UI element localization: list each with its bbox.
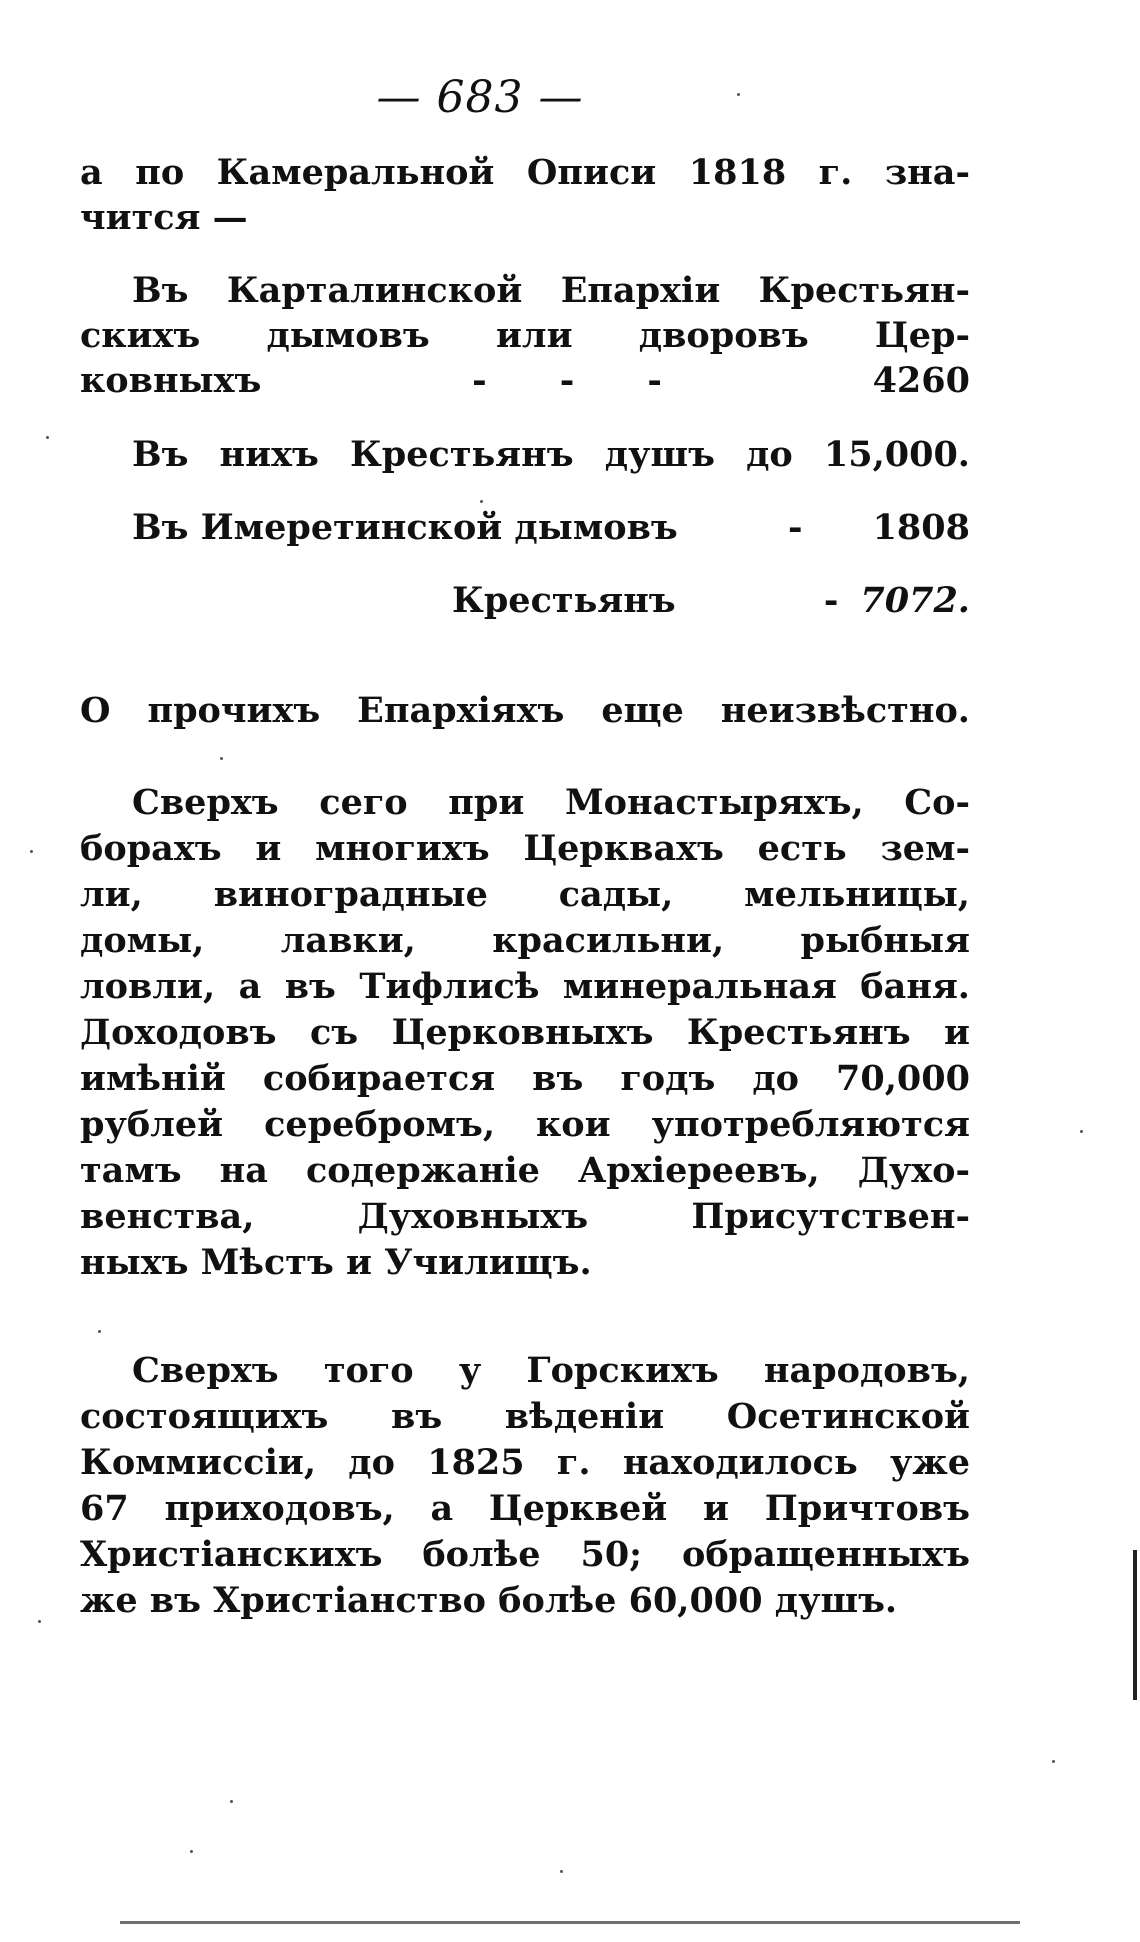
page-number: — 683 — (376, 72, 584, 123)
paragraph-line: ли, виноградные сады, мельницы, (80, 874, 970, 915)
speck (480, 500, 483, 503)
speck (737, 93, 740, 96)
speck (190, 1850, 193, 1853)
paragraph-line: борахъ и многихъ Церквахъ есть зем- (80, 828, 970, 869)
intro-paragraph (80, 150, 970, 240)
paragraph-line: венства, Духовныхъ Присутствен- (80, 1196, 970, 1237)
speck (1080, 1130, 1083, 1133)
speck (38, 1620, 41, 1623)
speck (560, 1870, 563, 1873)
imeretin-value: 1808 (872, 507, 970, 548)
speck (220, 757, 223, 760)
imeretin-entry (80, 505, 970, 550)
paragraph-line: имѣній собирается въ годъ до 70,000 (80, 1058, 970, 1099)
speck (98, 1330, 101, 1333)
speck (230, 1800, 233, 1803)
kartalin-count-value: 4260 (872, 360, 970, 401)
scan-edge (1133, 1550, 1137, 1700)
kartalin-count-dashes: - - - (472, 360, 662, 401)
imeretin-row (80, 505, 970, 550)
paragraph-line: Сверхъ того у Горскихъ народовъ, (132, 1350, 970, 1391)
paragraph-line: ловли, а въ Тифлисѣ минеральная баня. (80, 966, 970, 1007)
paragraph-line: ныхъ Мѣстъ и Училищъ. (80, 1242, 592, 1283)
paragraph-line: тамъ на содержаніе Архіереевъ, Духо- (80, 1150, 970, 1191)
peasants-entry (80, 578, 970, 623)
paragraph-line: домы, лавки, красильни, рыбныя (80, 920, 970, 961)
speck (30, 850, 33, 853)
kartalin-line-1: Въ Карталинской Епархіи Крестьян- (132, 270, 970, 311)
peasants-label: Крестьянъ (452, 580, 676, 621)
paragraph-mountain-peoples (80, 1348, 970, 1624)
paragraph-line: Христіанскихъ болѣе 50; обращенныхъ (80, 1534, 970, 1575)
paragraph-line: состоящихъ въ вѣденіи Осетинской (80, 1396, 970, 1437)
kartalin-count-row (80, 358, 970, 403)
speck (46, 436, 49, 439)
paragraph-line: же въ Христіанство болѣе 60,000 душъ. (80, 1580, 898, 1621)
kartalin-count-label: ковныхъ (80, 360, 262, 401)
kartalin-line-2: скихъ дымовъ или дворовъ Цер- (80, 315, 970, 356)
paragraph-line: Коммиссіи, до 1825 г. находилось уже (80, 1442, 970, 1483)
paragraph-line: рублей серебромъ, кои употребляются (80, 1104, 970, 1145)
peasants-row (80, 578, 970, 623)
bottom-rule (120, 1921, 1020, 1924)
paragraph-line: Сверхъ сего при Монастыряхъ, Со- (132, 782, 970, 823)
paragraph-line: 67 приходовъ, а Церквей и Причтовъ (80, 1488, 970, 1529)
souls-line: Въ нихъ Крестьянъ душъ до 15,000. (132, 434, 970, 475)
unknown-entry (80, 688, 970, 733)
peasants-value: 7072. (860, 580, 970, 621)
paragraph-line: Доходовъ съ Церковныхъ Крестьянъ и (80, 1012, 970, 1053)
souls-entry (80, 432, 970, 477)
imeretin-dash: - (788, 507, 803, 548)
speck (1052, 1760, 1055, 1763)
paragraph-church-lands (80, 780, 970, 1286)
peasants-dash: - (823, 580, 839, 621)
intro-line-2: чится — (80, 197, 248, 238)
kartalin-entry (80, 268, 970, 403)
intro-line-1: а по Камеральной Описи 1818 г. зна- (80, 152, 970, 193)
unknown-line: О прочихъ Епархіяхъ еще неизвѣстно. (80, 690, 970, 731)
imeretin-label: Въ Имеретинской дымовъ (132, 507, 678, 548)
